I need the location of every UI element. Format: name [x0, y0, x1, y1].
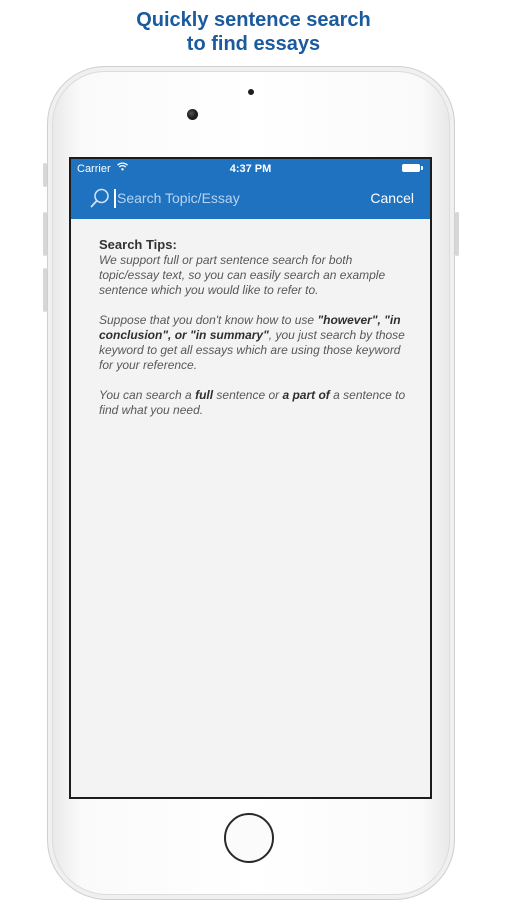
cancel-button[interactable]: Cancel [370, 190, 414, 206]
tips-p2-text-a: Suppose that you don't know how to use [99, 313, 318, 327]
home-button[interactable] [224, 813, 274, 863]
tips-paragraph-2 [99, 313, 409, 373]
tips-p3-text-a: You can search a [99, 388, 196, 402]
tips-p2-keywords: "however", "in conclusion", or "in summary" [99, 313, 401, 342]
search-tips-title: Search Tips: [99, 237, 177, 252]
status-bar [71, 159, 430, 179]
speaker-icon [248, 89, 254, 95]
promo-headline [0, 8, 507, 56]
search-input[interactable] [117, 186, 357, 210]
tips-p3-part: a part of [282, 388, 330, 402]
silent-switch [43, 163, 47, 187]
promo-headline-line2: to find essays [186, 33, 321, 55]
tips-p3-text-c: a sentence to find what you need. [99, 388, 406, 417]
volume-down-button [43, 268, 47, 312]
battery-icon [402, 164, 420, 172]
search-tips [99, 237, 409, 433]
status-time: 4:37 PM [229, 163, 272, 175]
carrier-label: Carrier [77, 163, 111, 175]
tips-p2-text-b: , you just search by those keyword to get all essays which are using those keyword for your reference. [99, 328, 405, 372]
volume-up-button [43, 212, 47, 256]
tips-p3-full: full [195, 388, 214, 402]
search-icon [89, 187, 111, 209]
tips-paragraph-1: We support full or part sentence search for both topic/essay text, so you can easily search an example sentence which you would like to refer to. [99, 253, 386, 297]
camera-icon [187, 109, 198, 120]
phone-screen [69, 157, 432, 799]
text-cursor [114, 189, 116, 208]
search-bar [71, 181, 430, 217]
tips-paragraph-3 [99, 388, 409, 418]
promo-headline-line1: Quickly sentence search [136, 9, 371, 31]
search-navbar [71, 159, 430, 219]
tips-p3-text-b: sentence or [213, 388, 283, 402]
power-button [455, 212, 459, 256]
